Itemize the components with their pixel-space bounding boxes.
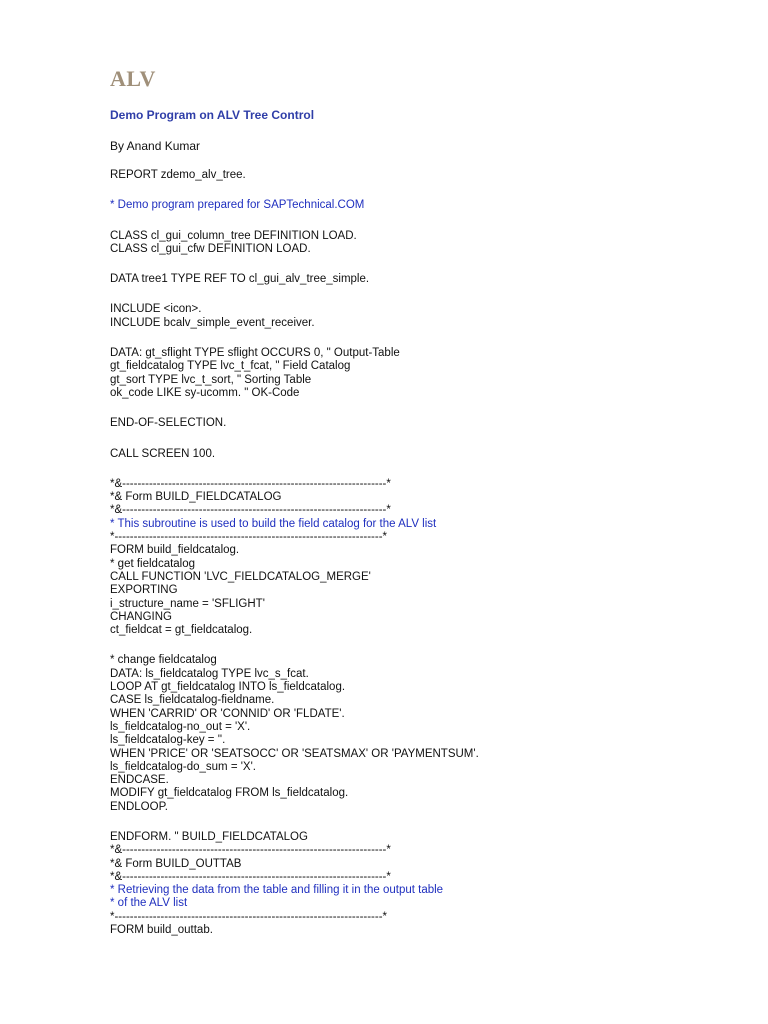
code-line: ENDFORM. " BUILD_FIELDCATALOG	[110, 830, 308, 843]
code-line: gt_fieldcatalog TYPE lvc_t_fcat, " Field Catalog	[110, 360, 351, 373]
code-line: *&---------------------------------------------------------------------*	[110, 870, 391, 883]
code-line: ENDCASE.	[110, 774, 169, 787]
code-line: DATA tree1 TYPE REF TO cl_gui_alv_tree_simple.	[110, 273, 370, 286]
blank-line	[110, 400, 479, 417]
code-comment-line: * Demo program prepared for SAPTechnical.COM	[110, 199, 365, 212]
code-line: *& Form BUILD_OUTTAB	[110, 857, 242, 870]
blank-line	[110, 461, 479, 478]
code-line: EXPORTING	[110, 584, 178, 597]
blank-line	[110, 814, 479, 831]
code-line: INCLUDE <icon>.	[110, 303, 202, 316]
code-line: gt_sort TYPE lvc_t_sort, " Sorting Table	[110, 373, 312, 386]
code-line: FORM build_fieldcatalog.	[110, 544, 240, 557]
code-line: *----------------------------------------------------------------------*	[110, 910, 388, 923]
code-line: ok_code LIKE sy-ucomm. " OK-Code	[110, 386, 300, 399]
code-line: ls_fieldcatalog-do_sum = 'X'.	[110, 760, 256, 773]
code-line: WHEN 'CARRID' OR 'CONNID' OR 'FLDATE'.	[110, 707, 345, 720]
blank-line	[110, 213, 479, 230]
code-line: i_structure_name = 'SFLIGHT'	[110, 597, 265, 610]
code-comment-line: * of the ALV list	[110, 897, 188, 910]
code-line: ENDLOOP.	[110, 800, 168, 813]
blank-line	[110, 256, 479, 273]
code-line: ct_fieldcat = gt_fieldcatalog.	[110, 624, 253, 637]
code-line: CLASS cl_gui_cfw DEFINITION LOAD.	[110, 242, 311, 255]
code-line: * change fieldcatalog	[110, 654, 217, 667]
code-line: DATA: ls_fieldcatalog TYPE lvc_s_fcat.	[110, 667, 309, 680]
code-line: CALL FUNCTION 'LVC_FIELDCATALOG_MERGE'	[110, 570, 371, 583]
code-line: *&---------------------------------------------------------------------*	[110, 504, 391, 517]
code-listing	[110, 169, 479, 937]
code-line: ls_fieldcatalog-key = ''.	[110, 734, 226, 747]
code-line: MODIFY gt_fieldcatalog FROM ls_fieldcatalog.	[110, 787, 349, 800]
blank-line	[110, 431, 479, 448]
section-title: ALV	[110, 66, 156, 91]
code-line: WHEN 'PRICE' OR 'SEATSOCC' OR 'SEATSMAX' OR 'PAYMENTSUM'.	[110, 747, 479, 760]
code-comment-line: * This subroutine is used to build the field catalog for the ALV list	[110, 517, 437, 530]
blank-line	[110, 182, 479, 199]
code-line: CLASS cl_gui_column_tree DEFINITION LOAD.	[110, 229, 357, 242]
code-line: INCLUDE bcalv_simple_event_receiver.	[110, 316, 315, 329]
code-line: DATA: gt_sflight TYPE sflight OCCURS 0, " Output-Table	[110, 347, 400, 360]
code-line: *& Form BUILD_FIELDCATALOG	[110, 491, 282, 504]
code-comment-line: * Retrieving the data from the table and filling it in the output table	[110, 884, 444, 897]
blank-line	[110, 286, 479, 303]
blank-line	[110, 637, 479, 654]
code-line: *&---------------------------------------------------------------------*	[110, 844, 391, 857]
code-line: ls_fieldcatalog-no_out = 'X'.	[110, 720, 251, 733]
code-line: *&---------------------------------------------------------------------*	[110, 477, 391, 490]
code-line: END-OF-SELECTION.	[110, 417, 227, 430]
code-line: CASE ls_fieldcatalog-fieldname.	[110, 694, 275, 707]
code-line: CHANGING	[110, 610, 172, 623]
blank-line	[110, 330, 479, 347]
author-line: By Anand Kumar	[110, 139, 201, 153]
code-line: LOOP AT gt_fieldcatalog INTO ls_fieldcatalog.	[110, 681, 346, 694]
code-line: *----------------------------------------------------------------------*	[110, 531, 388, 544]
code-line: * get fieldcatalog	[110, 557, 196, 570]
code-line: REPORT zdemo_alv_tree.	[110, 169, 246, 181]
code-line: FORM build_outtab.	[110, 924, 213, 937]
code-line: CALL SCREEN 100.	[110, 447, 216, 460]
document-title: Demo Program on ALV Tree Control	[110, 108, 315, 122]
